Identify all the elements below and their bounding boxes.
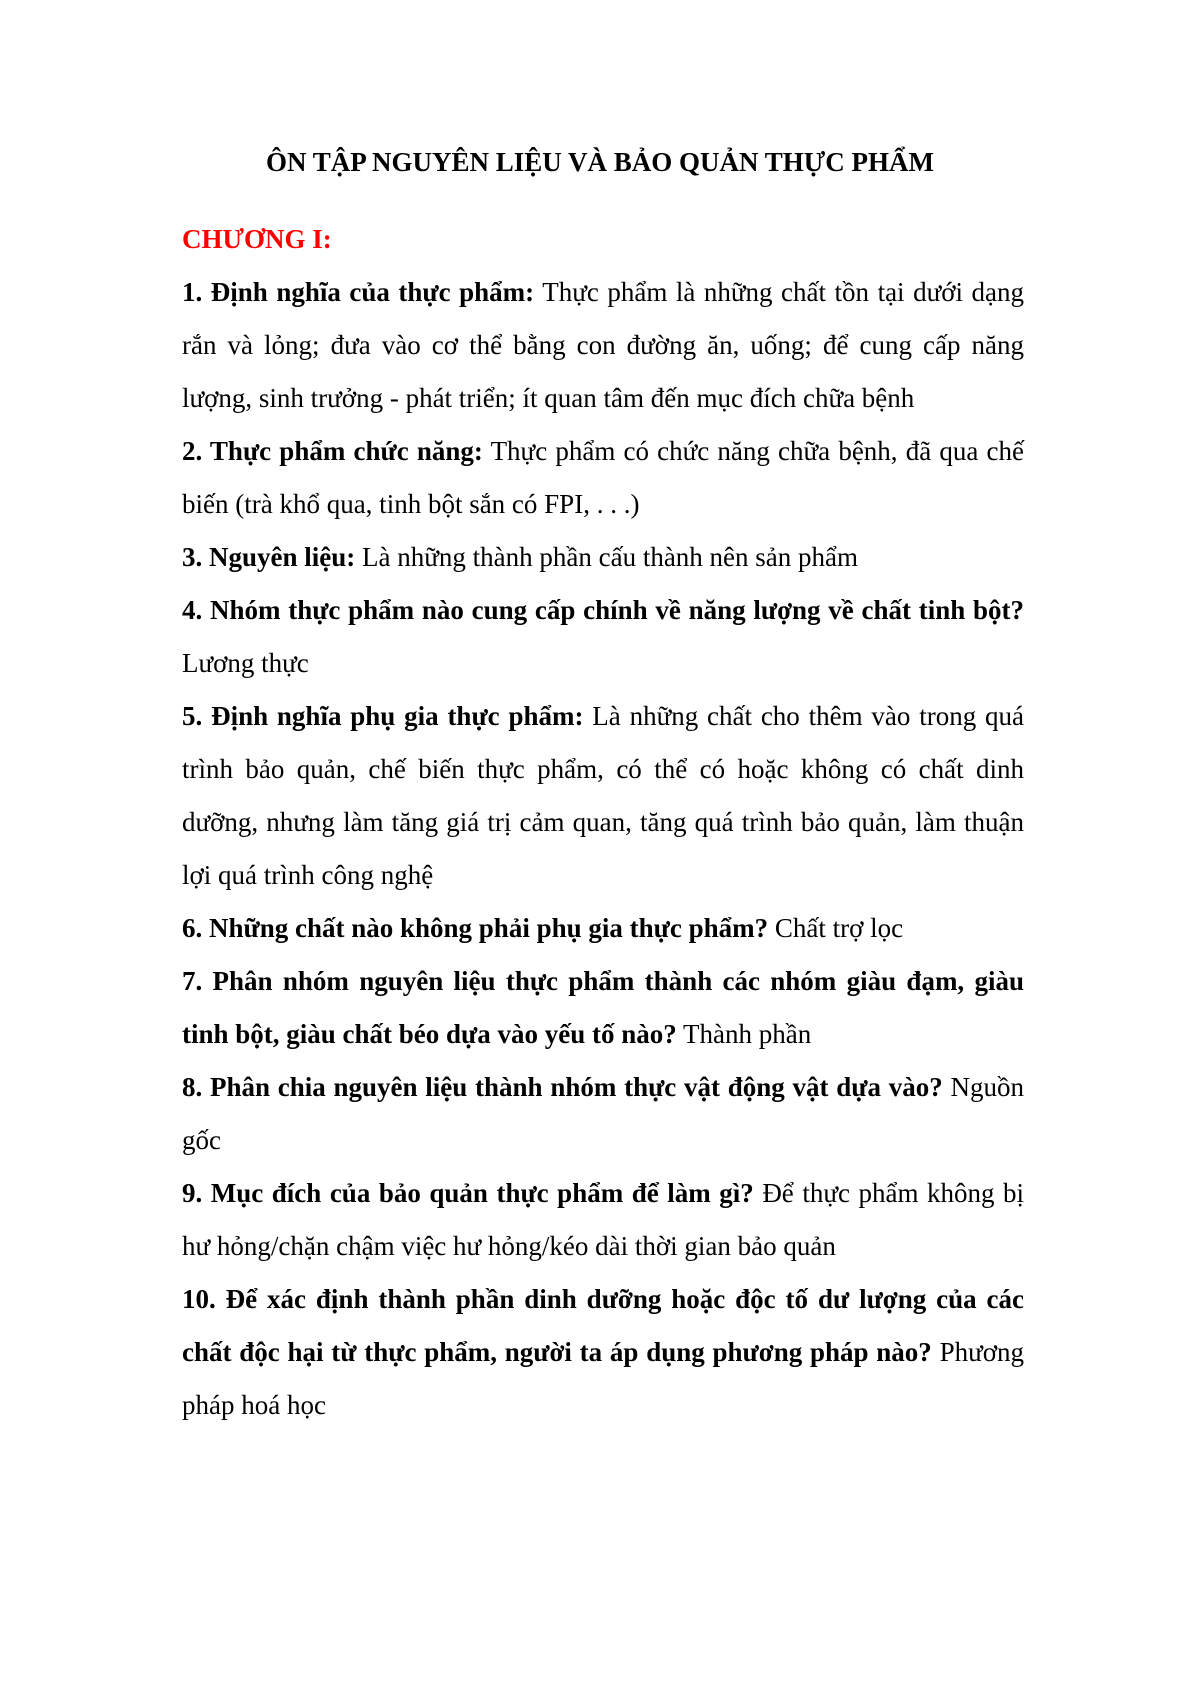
question-text: 3. Nguyên liệu:: [182, 542, 356, 572]
question-text: 5. Định nghĩa phụ gia thực phẩm:: [182, 701, 584, 731]
answer-text: Lương thực: [182, 648, 309, 678]
qa-item-9: [182, 1167, 1024, 1273]
answer-text: Thành phần: [683, 1019, 812, 1049]
answer-text: Để thực phẩm không bị hư hỏng/chặn chậm việc hư hỏng/kéo dài thời gian bảo quản: [182, 1178, 1025, 1261]
qa-item-4: [182, 584, 1024, 690]
qa-item-10: [182, 1273, 1024, 1432]
qa-item-1: [182, 266, 1024, 425]
answer-text: Phương pháp hoá học: [182, 1337, 1024, 1420]
qa-item-2: [182, 425, 1024, 531]
qa-item-7: [182, 955, 1024, 1061]
question-text: 1. Định nghĩa của thực phẩm:: [182, 277, 535, 307]
document-body: [182, 213, 1024, 1432]
question-text: 9. Mục đích của bảo quản thực phẩm để làm gì?: [182, 1178, 754, 1208]
answer-text: Thực phẩm là những chất tồn tại dưới dạng rắn và lỏng; đưa vào cơ thể bằng con đường ăn, uống; để cung cấp năng lượng, sinh trưởng - phát triển; ít quan tâm đến mục đích chữa bệnh: [182, 277, 1025, 413]
answer-text: Thực phẩm có chức năng chữa bệnh, đã qua chế biến (trà khổ qua, tinh bột sắn có FPI, . . .): [182, 436, 1024, 519]
document-title: ÔN TẬP NGUYÊN LIỆU VÀ BẢO QUẢN THỰC PHẨM: [265, 147, 935, 177]
qa-item-6: [182, 902, 1024, 955]
answer-text: Là những chất cho thêm vào trong quá trình bảo quản, chế biến thực phẩm, có thể có hoặc không có chất dinh dưỡng, nhưng làm tăng giá trị cảm quan, tăng quá trình bảo quản, làm thuận lợi quá trình công nghệ: [182, 701, 1025, 890]
qa-item-5: [182, 690, 1024, 902]
answer-text: Là những thành phần cấu thành nên sản phẩm: [362, 542, 859, 572]
answer-text: Chất trợ lọc: [774, 913, 904, 943]
question-text: 8. Phân chia nguyên liệu thành nhóm thực vật động vật dựa vào?: [182, 1072, 943, 1102]
chapter-heading: CHƯƠNG I:: [182, 224, 332, 254]
question-text: 4. Nhóm thực phẩm nào cung cấp chính về năng lượng về chất tinh bột?: [182, 595, 1024, 625]
answer-text: Nguồn gốc: [182, 1072, 1024, 1155]
question-text: 10. Để xác định thành phần dinh dưỡng hoặc độc tố dư lượng của các chất độc hại từ thực phẩm, người ta áp dụng phương pháp nào?: [182, 1284, 1024, 1367]
question-text: 7. Phân nhóm nguyên liệu thực phẩm thành các nhóm giàu đạm, giàu tinh bột, giàu chất béo dựa vào yếu tố nào?: [182, 966, 1024, 1049]
qa-item-8: [182, 1061, 1024, 1167]
question-text: 2. Thực phẩm chức năng:: [182, 436, 483, 466]
question-text: 6. Những chất nào không phải phụ gia thực phẩm?: [182, 913, 769, 943]
qa-item-3: [182, 531, 1024, 584]
